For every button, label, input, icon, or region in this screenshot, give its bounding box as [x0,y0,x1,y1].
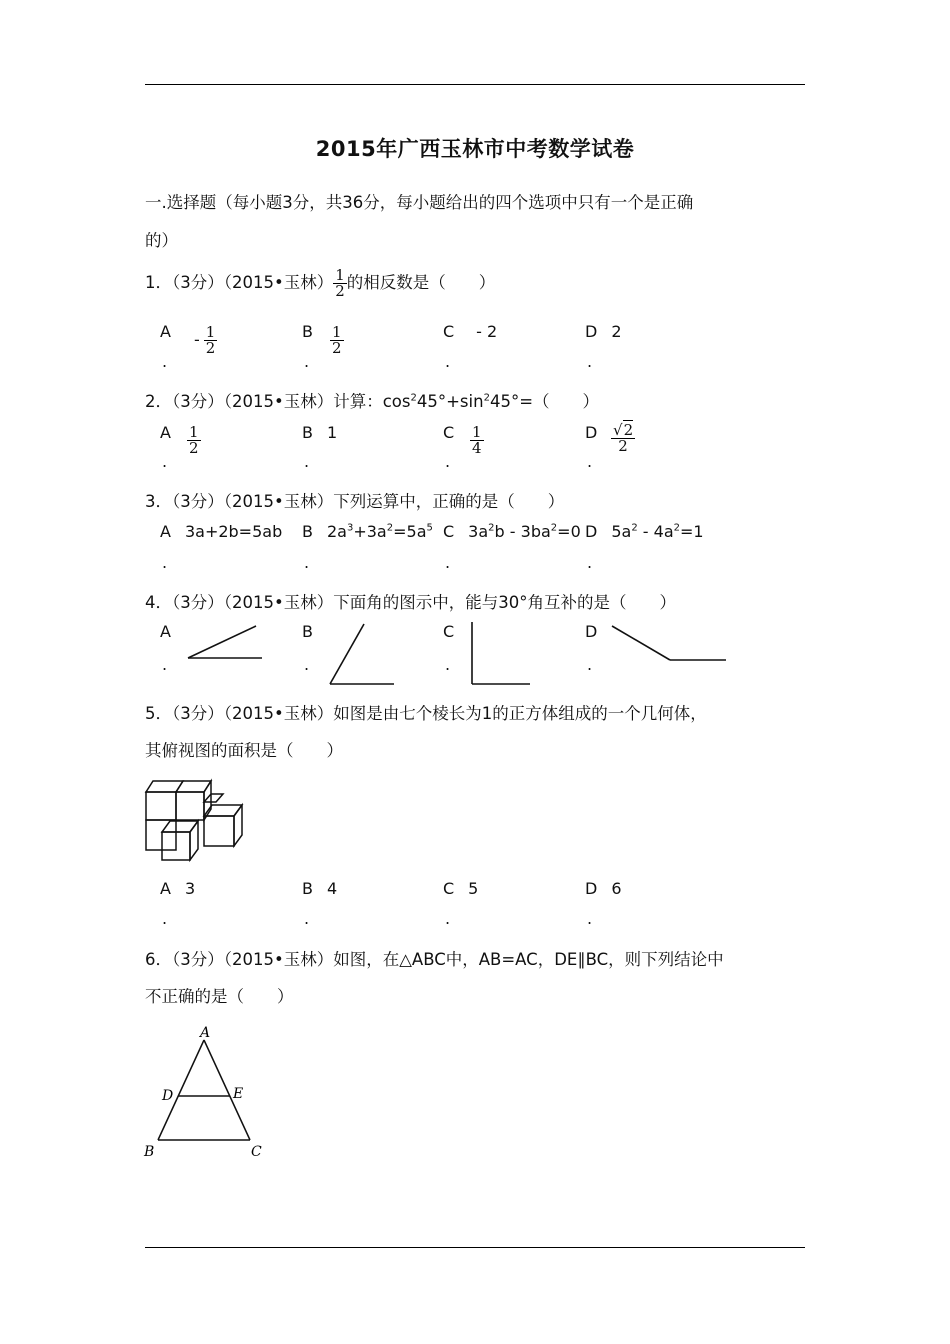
q6-stem-cont: 不正确的是（ ） [145,987,294,1006]
cube-right [204,816,234,846]
q2-stem: 2．（3分）（2015•玉林）计算：$\cos^245^\circ+\sin^245^\circ=$（ ） [145,392,600,411]
q1-fraction: $\frac{1}{2}$ [335,266,345,300]
q4-option-d[interactable]: D [585,622,598,641]
q5-stem: 5．（3分）（2015•玉林）如图是由七个棱长为1的正方体组成的一个几何体， [145,704,707,723]
q2-option-c-value: $\frac{1}{4}$ [472,423,482,457]
q2-dot-a: . [162,452,168,471]
q5-option-b[interactable]: B 4 [302,879,338,898]
label-e: E [233,1086,244,1102]
q3-dot-c: . [445,553,451,572]
q3-dot-d: . [587,553,593,572]
q4-dot-d: . [587,655,593,674]
q4-option-b[interactable]: B [302,622,313,641]
q2-dot-c: . [445,452,451,471]
q5-stem-cont: 其俯视图的面积是（ ） [145,741,343,760]
cube-front-top-face [162,821,198,832]
q1-option-a[interactable]: A [160,322,171,341]
q5-option-c[interactable]: C 5 [443,879,479,898]
label-b: B [144,1144,155,1160]
q3-dot-b: . [304,553,310,572]
q4-option-c[interactable]: C [443,622,455,641]
angle-b-arm [330,624,364,684]
q2-option-a[interactable]: A [160,423,171,442]
q4-angle-d-figure [606,618,732,668]
q5-dot-b: . [304,909,310,928]
cube-left-lower [146,820,176,850]
q3-option-a[interactable]: A 3a+2b=5ab [160,522,283,541]
q4-angle-b-figure [322,618,402,690]
q3-option-c[interactable]: C $3a^2b - 3ba^2=0$ [443,522,581,541]
q5-cubes-figure [140,772,252,864]
q4-dot-c: . [445,655,451,674]
q5-dot-c: . [445,909,451,928]
cube-front-side-face [190,821,198,860]
q6-triangle-figure [138,1022,270,1164]
q1-prefix: 1．（3分）（2015•玉林） [145,273,334,292]
q4-dot-b: . [304,655,310,674]
q1-dot-a: . [162,352,168,371]
q1-dot-c: . [445,352,451,371]
q2-dot-b: . [304,452,310,471]
section-heading-cont: 的） [145,231,178,250]
q1-option-b-value: $\frac{1}{2}$ [332,323,342,357]
q3-option-d[interactable]: D $5a^2 - 4a^2=1$ [585,522,704,541]
cube-right-side-face [234,805,242,846]
q4-angle-c-figure [464,618,534,690]
cube-left-upper [146,792,176,820]
q4-option-a[interactable]: A [160,622,171,641]
q3-stem: 3．（3分）（2015•玉林）下列运算中，正确的是（ ） [145,492,565,511]
angle-d-arm [612,626,670,660]
page-title: 2015年广西玉林市中考数学试卷 [315,137,635,161]
q3-option-b[interactable]: B $2a^3+3a^2=5a^5$ [302,522,433,541]
header-rule [145,84,805,85]
label-a: A [200,1025,211,1041]
q2-option-d-value: $\frac{√2}{2}$ [613,421,634,455]
q4-angle-a-figure [180,618,270,668]
q5-option-d[interactable]: D 6 [585,879,622,898]
q2-option-c[interactable]: C [443,423,455,442]
q1-dot-b: . [304,352,310,371]
cube-far-top-face [204,794,223,802]
q5-dot-d: . [587,909,593,928]
q2-dot-d: . [587,452,593,471]
q2-option-d[interactable]: D [585,423,598,442]
q5-option-a[interactable]: A 3 [160,879,196,898]
q1-dot-d: . [587,352,593,371]
q2-option-b[interactable]: B 1 [302,423,338,442]
q3-dot-a: . [162,553,168,572]
q4-dot-a: . [162,655,168,674]
angle-a-arm [188,626,256,658]
q1-option-b[interactable]: B [302,322,313,341]
section-heading: 一.选择题（每小题3分，共36分，每小题给出的四个选项中只有一个是正确 [145,193,694,212]
q1-suffix: 的相反数是（ ） [346,273,496,292]
q1-option-a-value: - $\frac{1}{2}$ [194,323,216,357]
q1-option-d[interactable]: D 2 [585,322,622,341]
q1-stem [145,268,495,299]
cube-mid-upper [176,792,204,820]
q4-stem: 4．（3分）（2015•玉林）下面角的图示中，能与30°角互补的是（ ） [145,593,676,612]
q1-option-c[interactable]: C - 2 [443,322,498,341]
label-d: D [162,1088,174,1104]
label-c: C [251,1144,262,1160]
q6-stem: 6．（3分）（2015•玉林）如图，在△ABC中，AB=AC，DE∥BC，则下列结论中 [145,950,724,969]
q5-dot-a: . [162,909,168,928]
footer-rule [145,1247,805,1248]
q2-option-a-value: $\frac{1}{2}$ [189,423,199,457]
